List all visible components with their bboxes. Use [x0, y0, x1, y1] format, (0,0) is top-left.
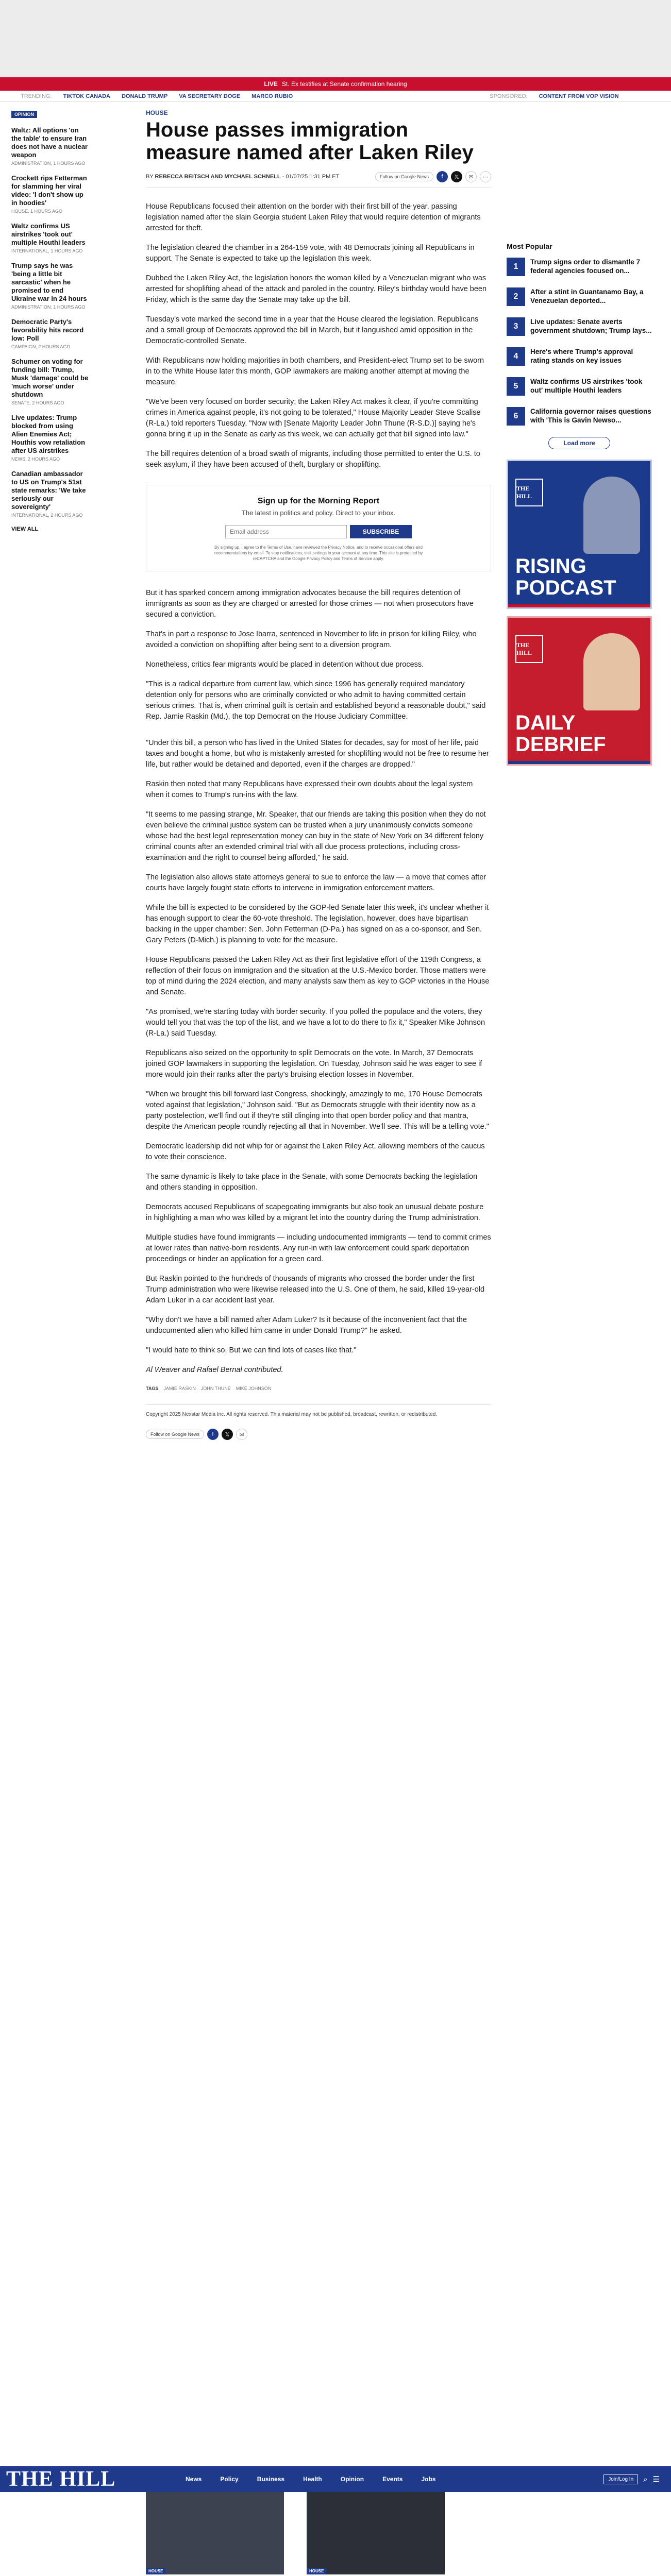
category-badge: HOUSE — [146, 2568, 165, 2574]
most-popular-item[interactable] — [507, 317, 652, 336]
story-image[interactable] — [146, 2492, 284, 2574]
promo-line1: RISING — [515, 555, 586, 578]
article-paragraph: Democrats accused Republicans of scapegoating immigrants but also took an unusual debate posture in highlighting a man who was killed by a migrant let into the country during the Trump administration. — [146, 1203, 484, 1222]
article-paragraph: That's in part a response to Jose Ibarra, sentenced in November to life in prison for killing Riley, who avoided a conviction on shoplifting after being sent to a diversion program. — [146, 630, 477, 649]
trending-label: TRENDING: — [21, 93, 52, 99]
related-stories — [146, 2492, 445, 2576]
latest-news-item[interactable] — [11, 470, 89, 518]
email-field[interactable] — [225, 525, 347, 538]
byline-date: 01/07/25 1:31 PM ET — [286, 174, 340, 180]
latest-news-item[interactable] — [11, 414, 89, 462]
nav-item[interactable]: Business — [257, 2476, 285, 2483]
tags-row — [146, 1386, 491, 1391]
article-paragraph: The same dynamic is likely to take place in the Senate, with some Democrats backing the legislation and others standing in opposition. — [146, 1173, 478, 1192]
latest-news-item[interactable] — [11, 222, 89, 253]
nav-item[interactable]: Health — [303, 2476, 322, 2483]
opinion-badge[interactable]: OPINION — [11, 111, 37, 118]
trending-item[interactable]: VA SECRETARY DOGE — [179, 93, 241, 99]
article-paragraph: But it has sparked concern among immigration advocates because the bill requires detention of immigrants as soon as they are charged or arrested for those crimes — not when prosecutors have secured a conviction. — [146, 589, 474, 619]
byline-authors[interactable]: REBECCA BEITSCH AND MYCHAEL SCHNELL — [155, 174, 281, 180]
latest-news-meta: ADMINISTRATION, 1 HOURS AGO — [11, 161, 86, 166]
view-all-link[interactable]: VIEW ALL — [11, 526, 39, 532]
article-paragraph: Tuesday's vote marked the second time in a year that the House cleared the legislation. Republicans and a small group of Democrats approved the bill in March, but it languished amid opposition in the Democratic-controlled Senate. — [146, 315, 479, 345]
right-sidebar — [507, 242, 652, 773]
rank-number: 3 — [507, 317, 525, 336]
newsletter-fine-print: By signing up, I agree to the Terms of Use, have reviewed the Privacy Notice, and to receive occasional offers and recommendations by email. To stop notifications, visit settings in your account at any time. This site is protected by reCAPTCHA and the Google Privacy Policy and Terms of Service apply. — [214, 545, 423, 561]
article-paragraph: "I would hate to think so. But we can find lots of cases like that." — [146, 1346, 357, 1354]
category-badge: HOUSE — [307, 2568, 326, 2574]
latest-news-meta: CAMPAIGN, 2 HOURS AGO — [11, 344, 71, 349]
story-card[interactable] — [146, 2492, 284, 2576]
promo-line1: DAILY — [515, 711, 576, 734]
article-paragraph: Dubbed the Laken Riley Act, the legislation honors the woman killed by a Venezuelan migrant who was arrested for shoplifting ahead of the attack and paroled in the country. Riley's birthday would have been Friday, which is the same day the Senate may take up the bill. — [146, 274, 487, 304]
article-paragraph: "When we brought this bill forward last Congress, shockingly, amazingly to me, 170 House Democrats voted against that legislation," Johnson said. "But as Democrats struggle with their identity now as a party postelection, we'll find out if they're still clinging into that open border policy and that mantra, despite the American people roundly rejecting all that in November. We'll see. This will be a telling vote." — [146, 1090, 489, 1131]
latest-news-sidebar — [11, 109, 89, 532]
most-popular-heading: Most Popular — [507, 242, 552, 250]
most-popular-title[interactable]: After a stint in Guantanamo Bay, a Venezuelan deported... — [530, 288, 644, 304]
trending-item[interactable]: MARCO RUBIO — [251, 93, 293, 99]
article-paragraph: "Under this bill, a person who has lived in the United States for decades, say for most of her life, paid taxes and bought a home, but who is mistakenly arrested for shoplifting would not be free to resume her life, but rather would be detained and deported, even if the charges are dropped." — [146, 739, 489, 769]
email-icon[interactable]: ✉ — [236, 1429, 247, 1440]
article-paragraph: The legislation cleared the chamber in a 264-159 vote, with 48 Democrats joining all Republicans in support. The Senate is expected to take up the legislation this week. — [146, 244, 475, 263]
article-body — [146, 201, 491, 1376]
rank-number: 1 — [507, 258, 525, 276]
promo-line2: DEBRIEF — [515, 733, 606, 756]
load-more-button[interactable]: Load more — [548, 437, 610, 449]
headline: House passes immigration measure named after Laken Riley — [146, 118, 474, 164]
most-popular-item[interactable] — [507, 377, 652, 396]
rank-number: 4 — [507, 347, 525, 366]
article-paragraph: While the bill is expected to be considered by the GOP-led Senate later this week, it's unclear whether it has enough support to clear the 60-vote threshold. The legislation, however, does have bipartisan backing in the upper chamber: Sen. John Fetterman (D-Pa.) has signed on as a co-sponsor, and Sen. Gary Peters (D-Mich.) is planning to vote for the measure. — [146, 904, 489, 944]
latest-news-meta: INTERNATIONAL, 1 HOURS AGO — [11, 248, 83, 253]
share-toolbar — [375, 171, 491, 182]
copyright: Copyright 2025 Nexstar Media Inc. All rights reserved. This material may not be published, broadcast, rewritten, or redistributed. — [146, 1404, 491, 1418]
most-popular-title[interactable]: Trump signs order to dismantle 7 federal agencies focused on... — [530, 258, 641, 275]
latest-news-title[interactable]: Crockett rips Fetterman for slamming her viral video: 'I don't show up in hoodies' — [11, 174, 87, 207]
google-news-button[interactable]: Follow on Google News — [146, 1430, 204, 1439]
rank-number: 5 — [507, 377, 525, 396]
most-popular-item[interactable] — [507, 287, 652, 306]
subscribe-button[interactable]: SUBSCRIBE — [350, 525, 412, 538]
most-popular-title[interactable]: Live updates: Senate averts government shutdown; Trump lays... — [530, 318, 652, 334]
nav-item[interactable]: Opinion — [340, 2476, 364, 2483]
story-card[interactable] — [307, 2492, 445, 2576]
the-hill-logo: THE HILL — [515, 635, 543, 663]
latest-news-title[interactable]: Canadian ambassador to US on Trump's 51st state remarks: 'We take seriously our sovereignty' — [11, 470, 86, 511]
article-paragraph: "Why don't we have a bill named after Adam Luker? Is it because of the inconvenient fact that the undocumented alien who killed him came in under Donald Trump?" he asked. — [146, 1316, 467, 1335]
section-tag[interactable]: HOUSE — [146, 109, 168, 116]
the-hill-logo: THE HILL — [515, 479, 543, 506]
most-popular-title[interactable]: Here's where Trump's approval rating stands on key issues — [530, 348, 633, 364]
article-paragraph: Raskin then noted that many Republicans have expressed their own doubts about the legal system when it comes to Trump's run-ins with the law. — [146, 780, 473, 799]
live-bar[interactable] — [0, 77, 671, 91]
trending-item[interactable]: DONALD TRUMP — [121, 93, 168, 99]
x-icon[interactable]: 𝕏 — [451, 171, 462, 182]
article — [146, 109, 491, 1440]
article-paragraph: The legislation also allows state attorneys general to sue to enforce the law — a move that comes after courts have largely fought state efforts to intervene in immigration enforcement matters. — [146, 873, 487, 892]
login-button[interactable]: Join/Log In — [603, 2475, 638, 2484]
site-header — [0, 2466, 671, 2492]
article-paragraph: "It seems to me passing strange, Mr. Speaker, that our friends are taking this position when they do not even believe the criminal justice system can be trusted when a jury unanimously convicts someone whose had the best legal representation money can buy in the state of New York on 34 different felony criminal counts after an extended criminal trial with all due process protections, including cross-examination and the right to counsel being afforded," he said. — [146, 810, 486, 862]
sponsored-link[interactable]: CONTENT FROM VOP VISION — [539, 93, 619, 99]
newsletter-heading: Sign up for the Morning Report — [257, 497, 380, 505]
latest-news-title[interactable]: Waltz confirms US airstrikes 'took out' multiple Houthi leaders — [11, 222, 86, 246]
rank-number: 2 — [507, 287, 525, 306]
facebook-icon[interactable]: f — [437, 171, 448, 182]
article-paragraph: Multiple studies have found immigrants — including undocumented immigrants — tend to commit crimes at lower rates than native-born residents. Any run-in with law enforcement could spark deportation proceedings or hinder an application for a green card. — [146, 1233, 491, 1263]
latest-news-title[interactable]: Schumer on voting for funding bill: Trump, Musk 'damage' could be 'much worse' under shutdown — [11, 358, 89, 398]
latest-news-meta: ADMINISTRATION, 1 HOURS AGO — [11, 304, 86, 310]
link-icon[interactable]: ⋯ — [480, 171, 491, 182]
latest-news-item[interactable] — [11, 126, 89, 166]
byline: BY REBECCA BEITSCH AND MYCHAEL SCHNELL - 01/07/25 1:31 PM ET — [146, 174, 340, 180]
latest-news-title[interactable]: Waltz: All options 'on the table' to ensure Iran does not have a nuclear weapon — [11, 126, 88, 159]
promo-line2: PODCAST — [515, 577, 616, 599]
newsletter-signup — [146, 485, 491, 571]
trending-bar — [0, 91, 671, 102]
x-icon[interactable]: 𝕏 — [222, 1429, 233, 1440]
rising-podcast-promo[interactable] — [507, 460, 652, 609]
byline-prefix: BY — [146, 174, 154, 180]
article-paragraph: House Republicans focused their attention on the border with their first bill of the year, passing legislation named after the slain Georgia student Laken Riley that would require detention of migrants arrested for theft. — [146, 202, 481, 232]
latest-news-item[interactable] — [11, 174, 89, 214]
daily-debrief-promo[interactable] — [507, 616, 652, 766]
latest-news-meta: INTERNATIONAL, 2 HOURS AGO — [11, 513, 83, 518]
rank-number: 6 — [507, 407, 525, 426]
facebook-icon[interactable]: f — [207, 1429, 219, 1440]
article-paragraph: But Raskin pointed to the hundreds of thousands of migrants who crossed the border under the first Trump administration who were likewise released into the U.S. One of them, he said, killed 19-year-old Adam Luker in a car accident last year. — [146, 1275, 485, 1304]
host-photo — [583, 633, 640, 710]
tag-link[interactable]: JOHN THUNE — [200, 1386, 231, 1391]
most-popular-item[interactable] — [507, 258, 652, 276]
article-paragraph: The bill requires detention of a broad swath of migrants, including those permitted to enter the U.S. to seek asylum, if they have been accused of theft, burglary or shoplifting. — [146, 450, 480, 469]
latest-news-title[interactable]: Democratic Party's favorability hits record low: Poll — [11, 318, 84, 342]
latest-news-item[interactable] — [11, 358, 89, 405]
most-popular-item[interactable] — [507, 407, 652, 426]
story-image[interactable] — [307, 2492, 445, 2574]
share-toolbar-bottom — [146, 1429, 491, 1440]
nav-item[interactable]: Policy — [220, 2476, 239, 2483]
search-icon[interactable]: ⌕ — [643, 2475, 648, 2484]
sponsored-label: SPONSORED: — [490, 93, 528, 99]
nav-item[interactable]: Events — [382, 2476, 403, 2483]
most-popular-item[interactable] — [507, 347, 652, 366]
trending-item[interactable]: TIKTOK CANADA — [63, 93, 110, 99]
most-popular-title[interactable]: California governor raises questions with 'This is Gavin Newso... — [530, 408, 651, 424]
contributor-credit: Al Weaver and Rafael Bernal contributed. — [146, 1366, 283, 1374]
live-text[interactable]: St. Ex testifies at Senate confirmation hearing — [281, 80, 407, 88]
main-nav — [186, 2476, 435, 2483]
latest-news-title[interactable]: Trump says he was 'being a little bit sarcastic' when he promised to end Ukraine war in 24 hours — [11, 262, 87, 302]
tag-link[interactable]: MIKE JOHNSON — [236, 1386, 272, 1391]
latest-news-title[interactable]: Live updates: Trump blocked from using Alien Enemies Act; Houthis vow retaliation after US airstrikes — [11, 414, 86, 454]
article-paragraph: With Republicans now holding majorities in both chambers, and President-elect Trump set to be sworn in to the White House later this month, GOP lawmakers are making another attempt at moving the measure. — [146, 357, 484, 386]
live-tag: LIVE — [264, 80, 278, 88]
latest-news-meta: HOUSE, 1 HOURS AGO — [11, 209, 63, 214]
nav-item[interactable]: Jobs — [421, 2476, 436, 2483]
latest-news-meta: NEWS, 2 HOURS AGO — [11, 456, 60, 462]
tag-link[interactable]: JAMIE RASKIN — [163, 1386, 196, 1391]
byline-row — [146, 171, 491, 188]
article-paragraph: Republicans also seized on the opportunity to split Democrats on the vote. In March, 37 Democrats joined GOP lawmakers in supporting the legislation. On Tuesday, Johnson said he was eager to see if more would join their ranks after the party's bruising election losses in November. — [146, 1049, 482, 1079]
google-news-button[interactable]: Follow on Google News — [375, 172, 433, 181]
article-paragraph: Nonetheless, critics fear migrants would be placed in detention without due process. — [146, 660, 424, 669]
tags-label: TAGS — [146, 1386, 159, 1391]
latest-news-item[interactable] — [11, 318, 89, 349]
email-icon[interactable]: ✉ — [465, 171, 477, 182]
article-paragraph: "This is a radical departure from current law, which since 1996 has generally required mandatory detention only for persons who are criminally convicted or who admit to having committed certain serious crimes. That is, when criminal guilt is certain and established beyond a reasonable doubt," said Rep. Jamie Raskin (Md.), the top Democrat on the House Judiciary Committee. — [146, 680, 486, 721]
latest-news-item[interactable] — [11, 262, 89, 310]
article-paragraph: Democratic leadership did not whip for or against the Laken Riley Act, allowing members of the caucus to vote their conscience. — [146, 1142, 485, 1161]
ad-banner-area — [0, 0, 671, 77]
latest-news-meta: SENATE, 2 HOURS AGO — [11, 400, 64, 405]
article-paragraph: "We've been very focused on border security; the Laken Riley Act makes it clear, if you're committing crimes in America against people, it's not going to be tolerated," House Majority Leader Steve Scalise (R-La.) told reporters Tuesday. "Now with [Senate Majority Leader John Thune (R-S.D.)] saying he's gonna bring it up in the Senate as early as this week, we can actually get that bill signed into law." — [146, 398, 481, 438]
menu-icon[interactable]: ☰ — [652, 2475, 660, 2484]
site-logo[interactable]: THE HILL — [6, 2467, 116, 2491]
host-photo — [583, 477, 640, 554]
article-paragraph: "As promised, we're starting today with border security. If you polled the populace and the voters, they would tell you that was the top of the list, and we have a lot to do there to fix it," Speaker Mike Johnson (R-La.) said Tuesday. — [146, 1008, 485, 1038]
most-popular-title[interactable]: Waltz confirms US airstrikes 'took out' multiple Houthi leaders — [530, 378, 643, 394]
nav-item[interactable]: News — [186, 2476, 202, 2483]
newsletter-sub: The latest in politics and policy. Direct to your inbox. — [241, 509, 396, 517]
article-paragraph: House Republicans passed the Laken Riley Act as their first legislative effort of the 119th Congress, a reflection of their focus on immigration and the situation at the U.S.-Mexico border. Those matters were top of mind during the 2024 election, and many analysts saw them as key to GOP victories in the House and Senate. — [146, 956, 490, 996]
